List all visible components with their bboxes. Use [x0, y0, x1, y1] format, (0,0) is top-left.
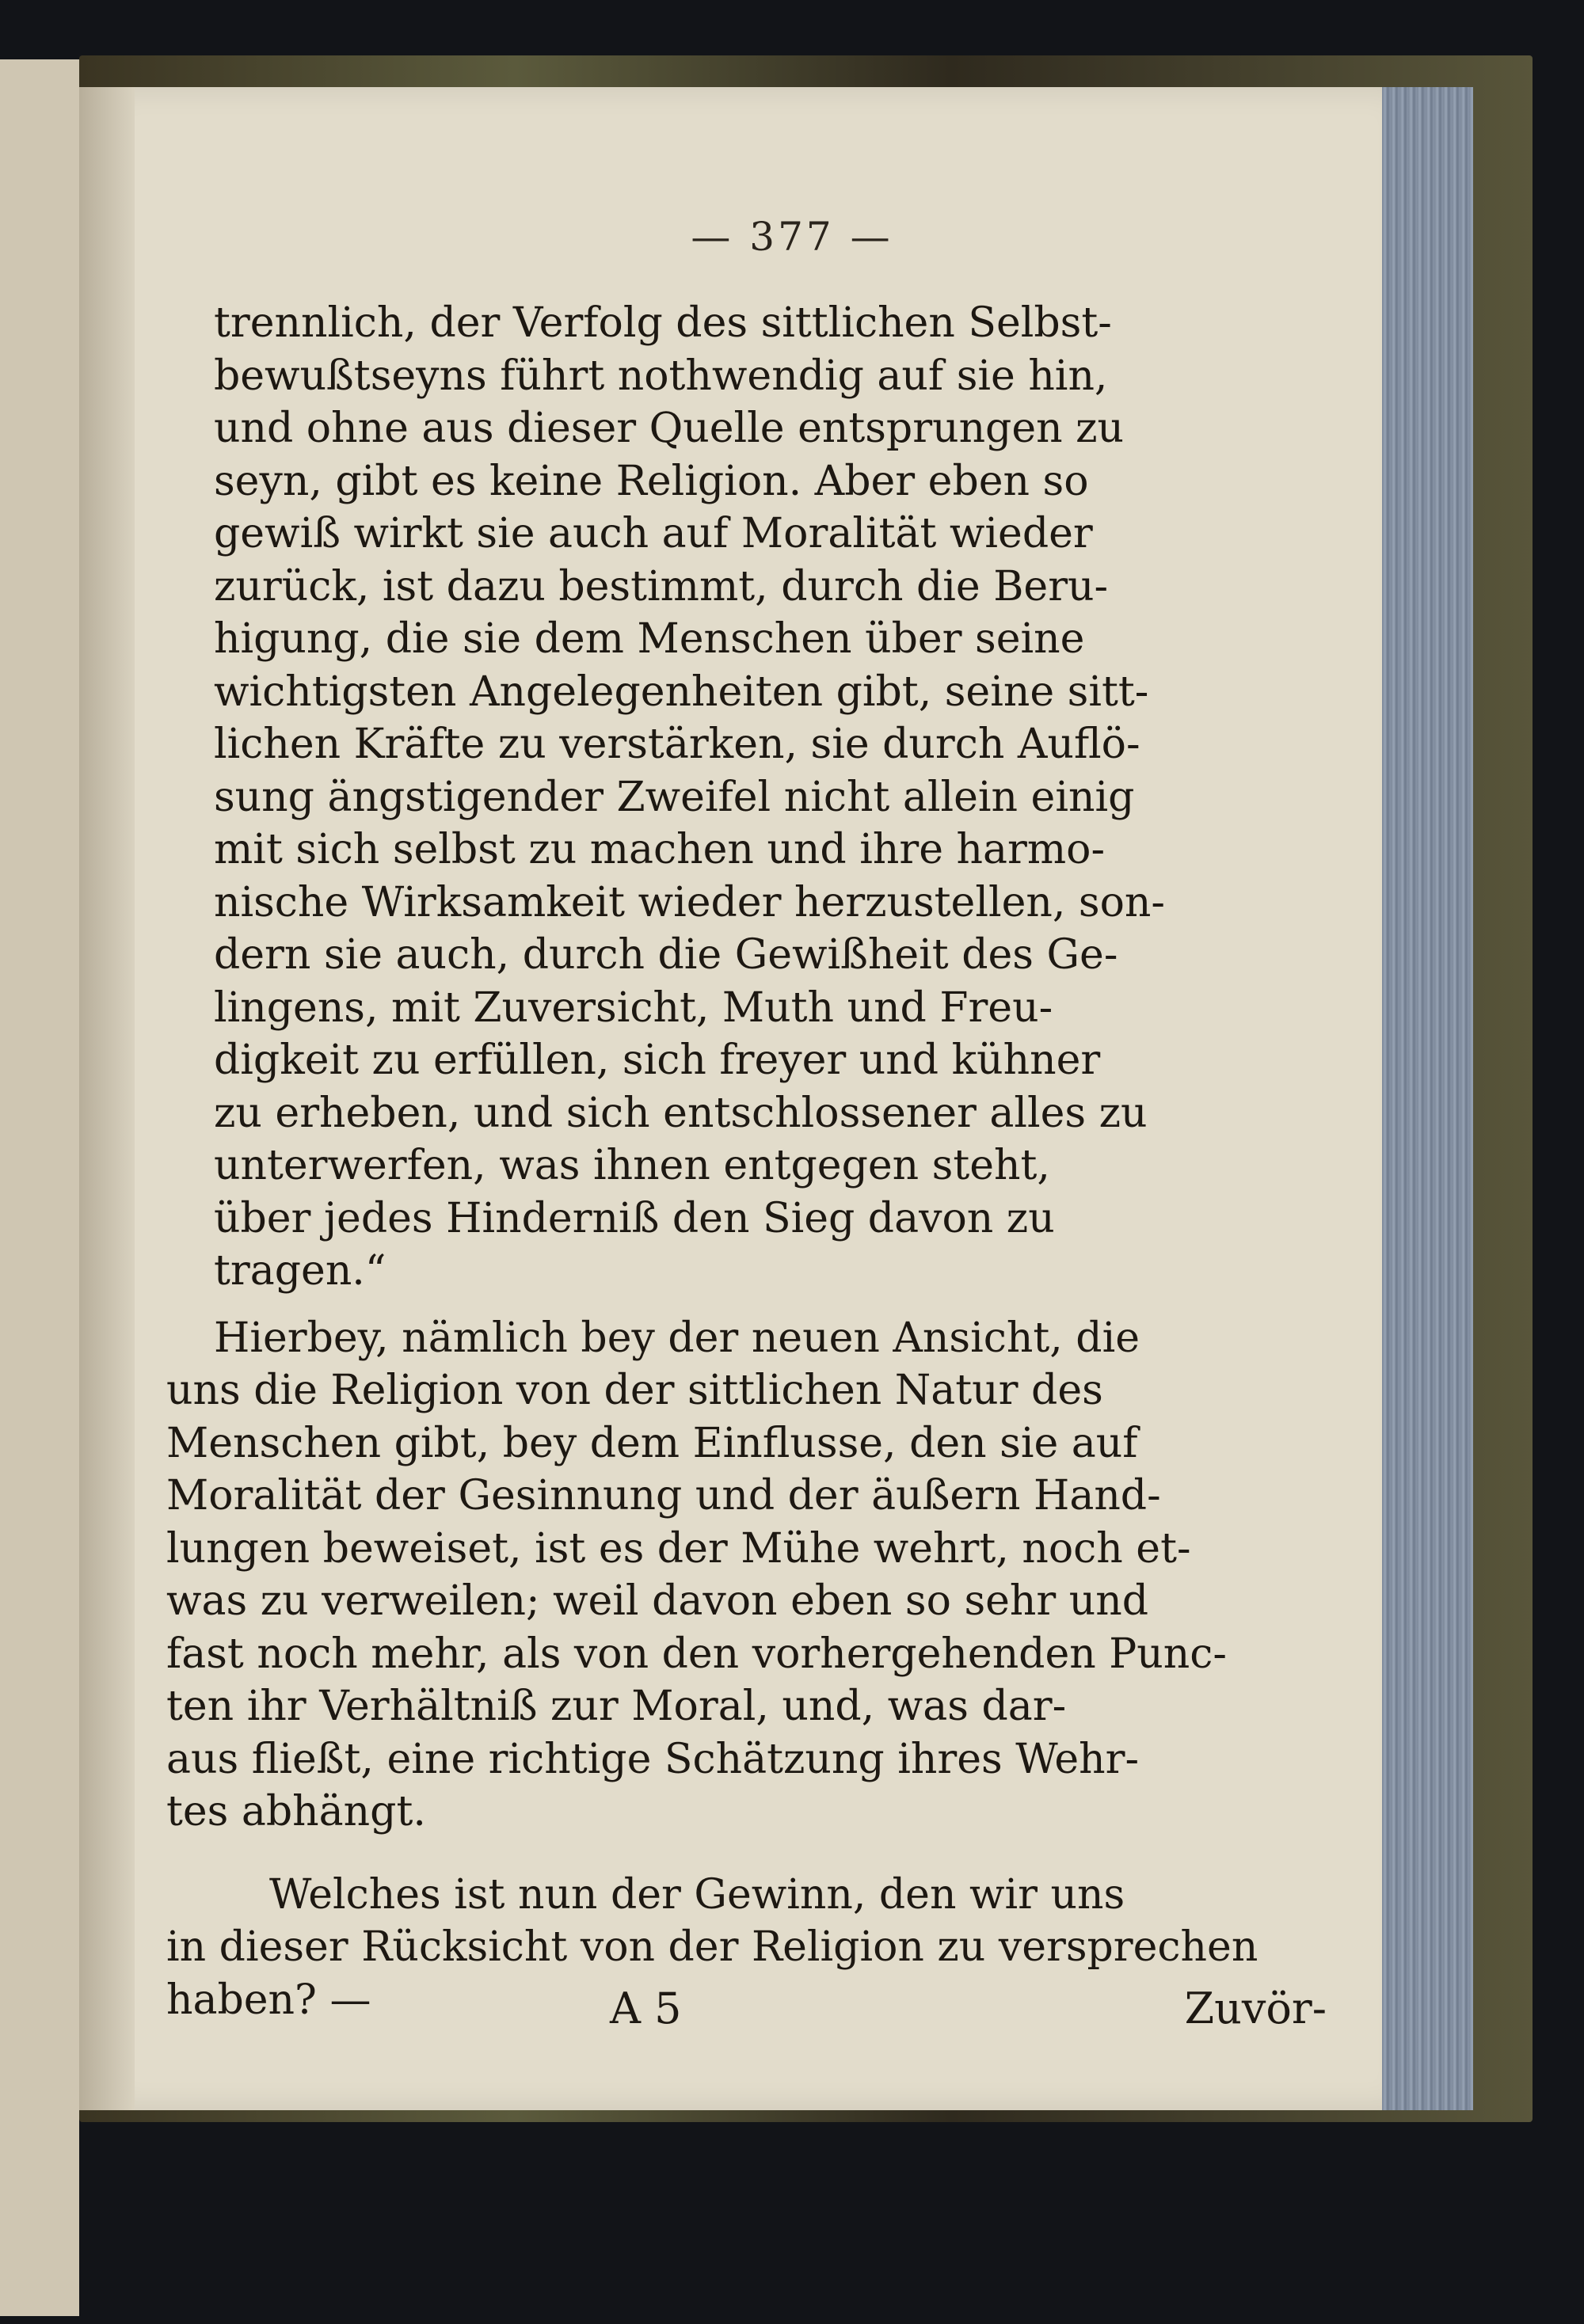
text-line: haben? — [166, 1976, 371, 2024]
body-text [166, 297, 1338, 2026]
page-number-header: — 377 — [691, 214, 893, 260]
text-line: tes abhängt. [166, 1788, 426, 1835]
text-line: wichtigsten Angelegenheiten gibt, seine sitt- [214, 668, 1149, 716]
left-page-edge [0, 59, 79, 2316]
signature-mark: A 5 [610, 1984, 682, 2033]
text-line: nische Wirksamkeit wieder herzustellen, son- [214, 878, 1165, 926]
text-line: Menschen gibt, bey dem Einflusse, den sie auf [166, 1419, 1138, 1467]
text-line: bewußtseyns führt nothwendig auf sie hin, [214, 352, 1108, 400]
text-line: gewiß wirkt sie auch auf Moralität wieder [214, 510, 1093, 557]
text-line: digkeit zu erfüllen, sich freyer und kühner [214, 1036, 1101, 1084]
paragraph-1 [214, 297, 1338, 1298]
text-line: uns die Religion von der sittlichen Natur des [166, 1367, 1103, 1414]
page-edges [1382, 87, 1473, 2110]
text-line: was zu verweilen; weil davon eben so sehr und [166, 1577, 1149, 1625]
text-line: über jedes Hinderniß den Sieg davon zu [214, 1194, 1055, 1242]
text-line: lungen beweiset, ist es der Mühe wehrt, noch et- [166, 1524, 1191, 1573]
text-line: lingens, mit Zuversicht, Muth und Freu- [214, 983, 1053, 1032]
text-line: unterwerfen, was ihnen entgegen steht, [214, 1142, 1050, 1189]
text-line: sung ängstigender Zweifel nicht allein einig [214, 773, 1135, 821]
text-line: seyn, gibt es keine Religion. Aber eben so [214, 457, 1089, 505]
text-line: tragen.“ [214, 1247, 386, 1295]
text-line: aus fließt, eine richtige Schätzung ihres Wehr- [166, 1735, 1140, 1783]
page-gutter [79, 87, 135, 2110]
page-footer [610, 1984, 1327, 2033]
text-line: Moralität der Gesinnung und der äußern Hand- [166, 1472, 1161, 1520]
text-line: Hierbey, nämlich bey der neuen Ansicht, die [214, 1314, 1140, 1362]
text-line: in dieser Rücksicht von der Religion zu versprechen [166, 1923, 1258, 1971]
text-line: zurück, ist dazu bestimmt, durch die Beru- [214, 562, 1109, 610]
text-line: lichen Kräfte zu verstärken, sie durch Auflö- [214, 721, 1140, 768]
text-line: zu erheben, und sich entschlossener alles zu [214, 1089, 1148, 1137]
text-line: fast noch mehr, als von den vorhergehenden Punc- [166, 1630, 1227, 1678]
paragraph-2 [166, 1312, 1338, 1839]
text-line: higung, die sie dem Menschen über seine [214, 615, 1085, 663]
text-line: dern sie auch, durch die Gewißheit des Ge- [214, 931, 1118, 979]
text-line: mit sich selbst zu machen und ihre harmo- [214, 826, 1106, 873]
text-line: Welches ist nun der Gewinn, den wir uns [269, 1870, 1125, 1919]
text-line: ten ihr Verhältniß zur Moral, und, was dar- [166, 1683, 1067, 1730]
catchword: Zuvör- [1184, 1984, 1327, 2033]
text-line: und ohne aus dieser Quelle entsprungen zu [214, 405, 1125, 452]
text-line: trennlich, der Verfolg des sittlichen Selbst- [214, 299, 1112, 347]
